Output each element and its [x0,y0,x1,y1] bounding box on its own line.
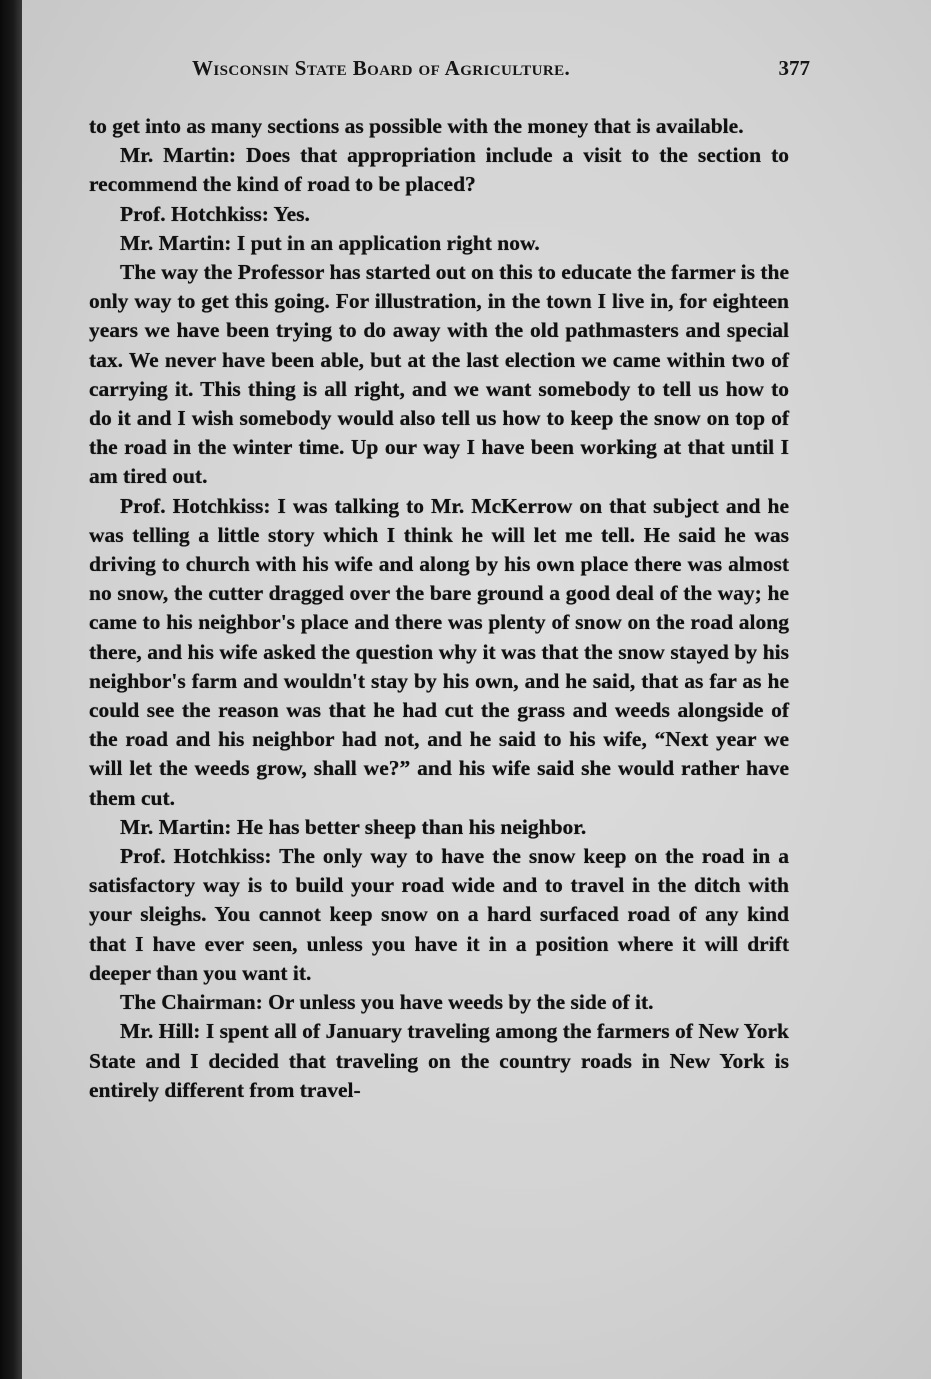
running-title: Wisconsin State Board of Agriculture. [192,56,571,80]
paragraph-martin-application: Mr. Martin: I put in an application right now. [120,230,540,255]
paragraph-hotchkiss-story: Prof. Hotchkiss: I was talking to Mr. McKerrow on that subject and he was telling a little story which I think he will let me tell. He said he was driving to church with his wife and along by his own place there was almost no snow, the cutter dragged over the bare ground a good deal of the way; he came to his neighbor's place and there was plenty of snow on the road along there, and his wife asked the question why it was that the snow stayed by his neighbor's farm and wouldn't stay by his own, and he said, that as far as he could see the reason was that he had cut the grass and weeds alongside of the road and his neighbor had not, and he said to his wife, “Next year we will let the weeds grow, shall we?” and his wife said she would rather have them cut. [89,493,789,810]
paragraph-hotchkiss-yes: Prof. Hotchkiss: Yes. [120,201,310,226]
book-page [22,0,931,1379]
paragraph-martin-illustration: The way the Professor has started out on this to educate the farmer is the only way to get this going. For illustration, in the town I live in, for eighteen years we have been trying to do away with the old pathmasters and special tax. We never have been able, but at the last election we came within two of carrying it. This thing is all right, and we want somebody to tell us how to do it and I wish somebody would also tell us how to keep the snow on top of the road in the winter time. Up our way I have been working at that until I am tired out. [89,260,789,489]
running-header [192,56,812,92]
paragraph-hill-new-york: Mr. Hill: I spent all of January traveling among the farmers of New York State and I decided that traveling on the country roads in New York is entirely different from travel- [89,1019,789,1102]
paragraph-martin-question: Mr. Martin: Does that appropriation include a visit to the section to recommend the kind of road to be placed? [89,143,789,197]
body-text [89,112,789,1105]
book-spine-shadow [0,0,22,1379]
paragraph-chairman-weeds: The Chairman: Or unless you have weeds by the side of it. [120,990,654,1015]
paragraph-continuation: to get into as many sections as possible with the money that is available. [89,114,744,138]
paragraph-hotchkiss-snow: Prof. Hotchkiss: The only way to have the snow keep on the road in a satisfactory way is to build your road wide and to travel in the ditch with your sleighs. You cannot keep snow on a hard surfaced road of any kind that I have ever seen, unless you have it in a position where it will drift deeper than you want it. [89,844,789,985]
page-number: 377 [778,56,810,80]
paragraph-martin-sheep: Mr. Martin: He has better sheep than his neighbor. [120,814,587,839]
